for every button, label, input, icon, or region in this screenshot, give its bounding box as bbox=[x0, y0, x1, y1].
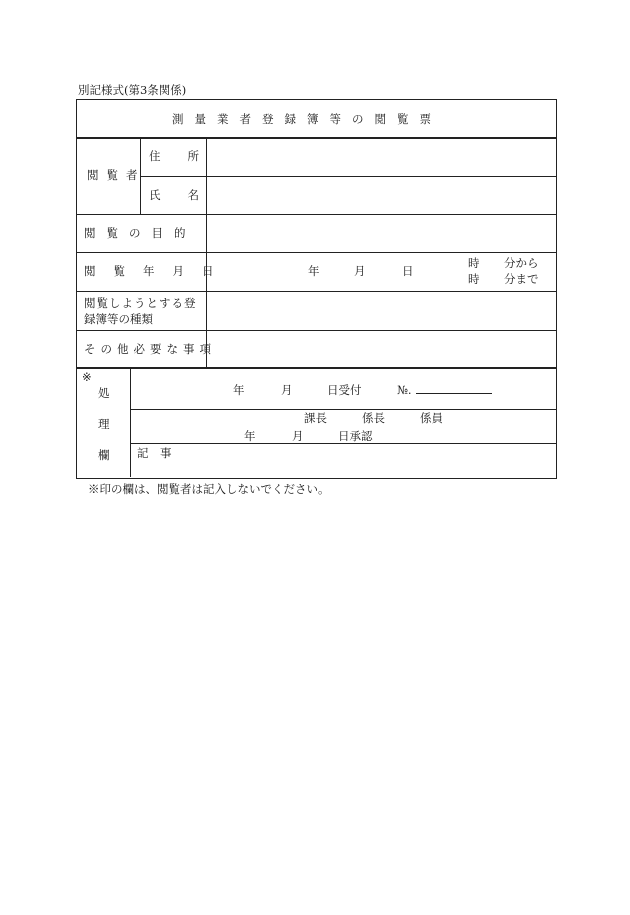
date-type-divider bbox=[77, 291, 556, 292]
received-day: 日受付 bbox=[327, 383, 362, 397]
chief-label: 課長 bbox=[304, 411, 327, 425]
date-day: 日 bbox=[402, 264, 414, 278]
date-label: 閲覧年月日 bbox=[84, 264, 232, 278]
applicant-processing-divider bbox=[77, 367, 556, 369]
address-name-divider bbox=[140, 176, 556, 177]
processing-label-3: 欄 bbox=[98, 448, 110, 462]
processing-label-2: 理 bbox=[98, 417, 110, 431]
address-field[interactable] bbox=[208, 139, 554, 175]
processing-label-1: 処 bbox=[98, 386, 110, 400]
approval-month: 月 bbox=[292, 429, 304, 443]
time-to-minute: 分まで bbox=[504, 272, 539, 286]
received-approval-divider bbox=[130, 409, 556, 410]
form-caption: 別記様式(第3条関係) bbox=[78, 83, 187, 97]
date-field[interactable] bbox=[208, 254, 554, 290]
registry-type-label-line2: 録簿等の種類 bbox=[84, 312, 153, 326]
staff-label: 係員 bbox=[420, 411, 443, 425]
viewer-label: 閲覧者 bbox=[87, 168, 146, 182]
registry-type-label-line1: 閲覧しようとする登 bbox=[84, 296, 197, 310]
label-value-divider bbox=[206, 138, 207, 368]
approval-day: 日承認 bbox=[338, 429, 373, 443]
date-month: 月 bbox=[354, 264, 366, 278]
name-label: 氏 名 bbox=[149, 188, 199, 202]
received-month: 月 bbox=[281, 383, 293, 397]
received-year: 年 bbox=[233, 383, 245, 397]
viewer-purpose-divider bbox=[77, 214, 556, 215]
name-field[interactable] bbox=[208, 178, 554, 213]
purpose-field[interactable] bbox=[208, 216, 554, 251]
other-field[interactable] bbox=[208, 332, 554, 366]
other-label: その他必要な事項 bbox=[84, 342, 216, 356]
form-title: 測量業者登録簿等の閲覧票 bbox=[172, 112, 442, 126]
registry-type-field[interactable] bbox=[208, 293, 554, 329]
type-other-divider bbox=[77, 330, 556, 331]
received-number-line bbox=[416, 393, 492, 394]
address-label: 住 所 bbox=[149, 149, 199, 163]
section-chief-label: 係長 bbox=[362, 411, 385, 425]
notes-label: 記 事 bbox=[137, 446, 172, 460]
purpose-label: 閲覧の目的 bbox=[84, 226, 197, 240]
date-year: 年 bbox=[308, 264, 320, 278]
time-from-hour: 時 bbox=[468, 256, 480, 270]
received-number-label: №. bbox=[397, 383, 412, 397]
time-to-hour: 時 bbox=[468, 272, 480, 286]
approval-year: 年 bbox=[244, 429, 256, 443]
approval-notes-divider bbox=[130, 443, 556, 444]
processing-mark: ※ bbox=[82, 370, 92, 384]
purpose-date-divider bbox=[77, 252, 556, 253]
footnote: ※印の欄は、閲覧者は記入しないでください。 bbox=[88, 482, 330, 496]
processing-divider bbox=[130, 368, 131, 477]
time-from-minute: 分から bbox=[504, 256, 539, 270]
